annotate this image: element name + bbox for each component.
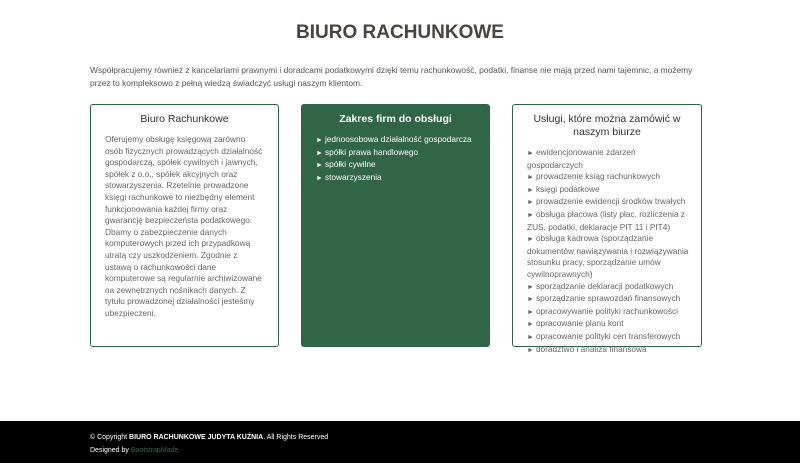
list-item <box>525 233 689 280</box>
triangle-bullet-icon: ► <box>316 137 323 144</box>
copyright-prefix: © Copyright <box>90 434 130 441</box>
list-item <box>525 331 689 344</box>
list-item-text: sporządzanie deklaracji podatkowych <box>535 280 674 291</box>
card-uslugi <box>512 104 702 354</box>
copyright <box>90 434 328 441</box>
card-biuro <box>90 104 279 347</box>
list-item-text: spółki prawa handlowego <box>324 146 419 157</box>
list-item-text: spółki cywilne <box>324 159 376 170</box>
list-item-text: prowadzenie ewidencji środków trwałych <box>535 196 686 207</box>
list-item-text: obsługa płacowa (listy płac, rozliczenia z ZUS, podatki, deklaracje PIT 11 i PIT4) <box>527 208 685 232</box>
list-item-text: opracowanie planu kont <box>535 318 624 329</box>
triangle-bullet-icon: ► <box>316 162 323 170</box>
triangle-bullet-icon: ► <box>316 149 323 157</box>
list-item-text: księgi podatkowe <box>535 183 600 194</box>
copyright-suffix: . All Rights Reserved <box>263 434 329 441</box>
triangle-bullet-icon: ► <box>527 236 534 244</box>
list-item <box>525 171 689 184</box>
list-item <box>525 293 689 306</box>
intro-text: Współpracujemy również z kancelariami prawnymi i doradcami podatkowymi dzięki temu rachunkowość, podatki, finanse nie mają przed nami tajemnic, a możemy przez to kompleksowo z pełną wiedzą świadczyć usługi naszym klientom. <box>90 65 693 88</box>
page-title: BIURO RACHUNKOWE <box>296 22 504 43</box>
triangle-bullet-icon: ► <box>527 346 534 354</box>
list-item <box>314 172 477 185</box>
triangle-bullet-icon: ► <box>527 296 534 304</box>
company-name: BIURO RACHUNKOWE JUDYTA KUŹNIA <box>129 434 264 441</box>
list-item <box>525 196 689 209</box>
card-title: Biuro Rachunkowe <box>140 113 229 125</box>
firm-list <box>314 134 477 184</box>
list-item <box>314 159 477 172</box>
triangle-bullet-icon: ► <box>527 186 534 194</box>
triangle-bullet-icon: ► <box>527 333 534 341</box>
list-item <box>525 147 689 171</box>
card-title: Zakres firm do obsługi <box>339 113 452 125</box>
card-title: Usługi, które można zamówić w naszym biurze <box>533 113 681 138</box>
list-item-text: doradztwo i analiza finansowa <box>535 343 647 354</box>
triangle-bullet-icon: ► <box>527 321 534 329</box>
card-zakres <box>301 104 490 347</box>
list-item <box>525 344 689 357</box>
list-item <box>525 184 689 197</box>
list-item-text: obsługa kadrowa (sporządzanie dokumentów nawiązywania i rozwiązywania stosunku pracy, sporządzanie umów cywilnoprawnych) <box>527 233 689 279</box>
footer <box>0 421 800 463</box>
designed-by-label: Designed by <box>90 447 131 454</box>
list-item-text: ewidencjonowanie zdarzeń gospodarczych <box>527 147 636 170</box>
list-item-text: jednoosobowa działalność gospodarcza <box>324 134 472 144</box>
list-item <box>525 318 689 331</box>
designer-link[interactable]: BootstrapMade <box>130 447 179 454</box>
triangle-bullet-icon: ► <box>527 150 534 157</box>
triangle-bullet-icon: ► <box>316 174 323 182</box>
list-item-text: opracowywanie polityki rachunkowości <box>535 305 678 316</box>
triangle-bullet-icon: ► <box>527 174 534 182</box>
list-item-text: prowadzenie ksiąg rachunkowych <box>535 171 660 182</box>
card-text: Oferujemy obsługę księgową zarówno osób fizycznych prowadzących działalność gospodarczą, spółek cywilnych i jawnych, spółek z o.o., spółek akcyjnych oraz stowarzyszenia. Rzetelnie prowadzone księgi rachunkowe to niezbędny element funkcjonowania każdej firmy oraz gwarancję bezpieczeństa podatkowego. Dbamy o zabezpieczenie danych komputerowych przed ich przypadkową utratą czy uszkodzeniem. Zgodnie z ustawą o rachunkowości dane komputerowe są regularnie archiwizowane na zewnętrznych nośnikach danych. Z tytułu prowadzonej działalności jesteśmy ubezpieczeni. <box>105 134 263 318</box>
triangle-bullet-icon: ► <box>527 283 534 291</box>
list-item <box>525 306 689 319</box>
services-list <box>525 147 689 356</box>
designed-by <box>90 447 178 454</box>
list-item <box>525 209 689 233</box>
list-item-text: opracowanie polityki cen transferowych <box>535 330 681 341</box>
list-item <box>314 134 477 147</box>
list-item-text: stowarzyszenia <box>324 171 382 182</box>
list-item-text: sporządzanie sprawozdań finansowych <box>535 293 681 304</box>
list-item <box>314 147 477 160</box>
triangle-bullet-icon: ► <box>527 199 534 207</box>
triangle-bullet-icon: ► <box>527 308 534 316</box>
list-item <box>525 281 689 294</box>
triangle-bullet-icon: ► <box>527 211 534 219</box>
